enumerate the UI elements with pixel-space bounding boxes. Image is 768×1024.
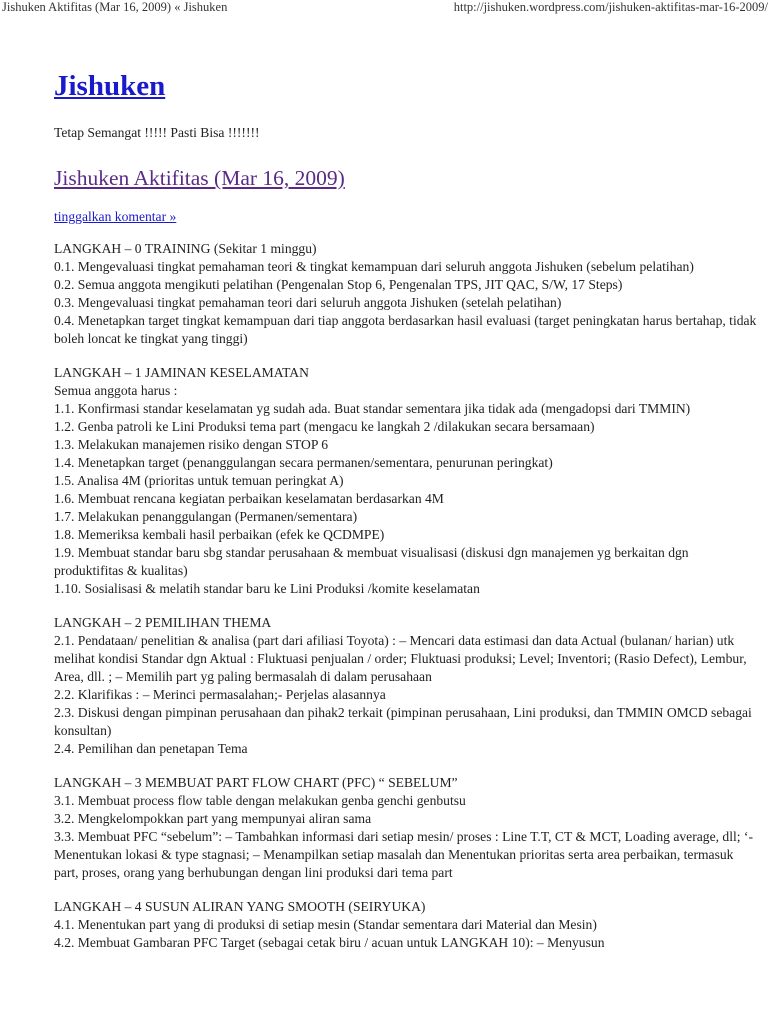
section-line: 1.4. Menetapkan target (penanggulangan secara permanen/sementara, penurunan peringkat): [54, 455, 553, 470]
section-line: 2.4. Pemilihan dan penetapan Tema: [54, 741, 248, 756]
section-heading: LANGKAH – 0 TRAINING (Sekitar 1 minggu): [54, 241, 317, 256]
section-line: 0.3. Mengevaluasi tingkat pemahaman teori dari seluruh anggota Jishuken (setelah pelatihan): [54, 295, 562, 310]
section-line: 0.4. Menetapkan target tingkat kemampuan dari tiap anggota berdasarkan hasil evaluasi (target peningkatan harus bertahap, tidak boleh loncat ke tingkat yang tinggi): [54, 313, 757, 346]
post-section: [54, 774, 760, 882]
section-line: 1.7. Melakukan penanggulangan (Permanen/sementara): [54, 509, 358, 524]
print-page-url: http://jishuken.wordpress.com/jishuken-aktifitas-mar-16-2009/: [453, 0, 768, 14]
section-line: 1.1. Konfirmasi standar keselamatan yg sudah ada. Buat standar sementara jika tidak ada (mengadopsi dari TMMIN): [54, 401, 691, 416]
post-section: [54, 364, 760, 598]
site-title-link[interactable]: Jishuken: [54, 70, 166, 102]
section-line: 1.3. Melakukan manajemen risiko dengan STOP 6: [54, 437, 329, 452]
post-content: [54, 240, 760, 968]
post-section: [54, 240, 760, 348]
section-heading: LANGKAH – 2 PEMILIHAN THEMA: [54, 615, 272, 630]
section-line: 1.5. Analisa 4M (prioritas untuk temuan peringkat A): [54, 473, 344, 488]
section-heading: LANGKAH – 3 MEMBUAT PART FLOW CHART (PFC) “ SEBELUM”: [54, 775, 458, 790]
section-line: 2.2. Klarifikas : – Merinci permasalahan;- Perjelas alasannya: [54, 687, 386, 702]
post-title-link[interactable]: Jishuken Aktifitas (Mar 16, 2009): [54, 166, 345, 190]
section-line: 1.10. Sosialisasi & melatih standar baru ke Lini Produksi /komite keselamatan: [54, 581, 480, 596]
section-line: 0.1. Mengevaluasi tingkat pemahaman teori & tingkat kemampuan dari seluruh anggota Jishuken (sebelum pelatihan): [54, 259, 694, 274]
section-heading: LANGKAH – 4 SUSUN ALIRAN YANG SMOOTH (SEIRYUKA): [54, 899, 426, 914]
print-page-title: Jishuken Aktifitas (Mar 16, 2009) « Jishuken: [2, 0, 228, 14]
section-line: 1.6. Membuat rencana kegiatan perbaikan keselamatan berdasarkan 4M: [54, 491, 444, 506]
section-line: 4.2. Membuat Gambaran PFC Target (sebagai cetak biru / acuan untuk LANGKAH 10): – Menyusun: [54, 935, 605, 950]
section-line: 1.9. Membuat standar baru sbg standar perusahaan & membuat visualisasi (diskusi dgn manajemen yg berkaitan dgn produktifitas & kualitas): [54, 545, 689, 578]
leave-comment-link[interactable]: tinggalkan komentar »: [54, 209, 177, 224]
section-line: 2.3. Diskusi dengan pimpinan perusahaan dan pihak2 terkait (pimpinan perusahaan, Lini produksi, dan TMMIN OMCD sebagai konsultan): [54, 705, 752, 738]
post-section: [54, 614, 760, 758]
section-line: 2.1. Pendataan/ penelitian & analisa (part dari afiliasi Toyota) : – Mencari data estimasi dan data Actual (bulanan/ harian) utk melihat kondisi Standar dgn Aktual : Fluktuasi penjualan / order; Fluktuasi produksi; Level; Inventori; (Rasio Defect), Lembur, Area, dll. ; – Memilih part yg paling bermasalah di dalam perusahaan: [54, 633, 747, 684]
section-line: 0.2. Semua anggota mengikuti pelatihan (Pengenalan Stop 6, Pengenalan TPS, JIT QAC, S/W, 17 Steps): [54, 277, 623, 292]
section-line: 3.2. Mengkelompokkan part yang mempunyai aliran sama: [54, 811, 372, 826]
section-line: 1.8. Memeriksa kembali hasil perbaikan (efek ke QCDMPE): [54, 527, 385, 542]
section-line: 3.1. Membuat process flow table dengan melakukan genba genchi genbutsu: [54, 793, 466, 808]
post-section: [54, 898, 760, 952]
section-heading: LANGKAH – 1 JAMINAN KESELAMATAN: [54, 365, 309, 380]
section-line: 3.3. Membuat PFC “sebelum”: – Tambahkan informasi dari setiap mesin/ proses : Line T.T, CT & MCT, Loading average, dll; ‘- Menentukan lokasi & type stagnasi; – Menampilkan setiap masalah dan Menentukan prioritas serta area perbaikan, termasuk part, proses, orang yang berhubungan dengan lini produksi dari tema part: [54, 829, 753, 880]
section-line: 4.1. Menentukan part yang di produksi di setiap mesin (Standar sementara dari Material dan Mesin): [54, 917, 597, 932]
print-header: [0, 0, 768, 16]
section-line: Semua anggota harus :: [54, 383, 178, 398]
site-tagline: Tetap Semangat !!!!! Pasti Bisa !!!!!!!: [54, 125, 260, 140]
section-line: 1.2. Genba patroli ke Lini Produksi tema part (mengacu ke langkah 2 /dilakukan secara bersamaan): [54, 419, 595, 434]
